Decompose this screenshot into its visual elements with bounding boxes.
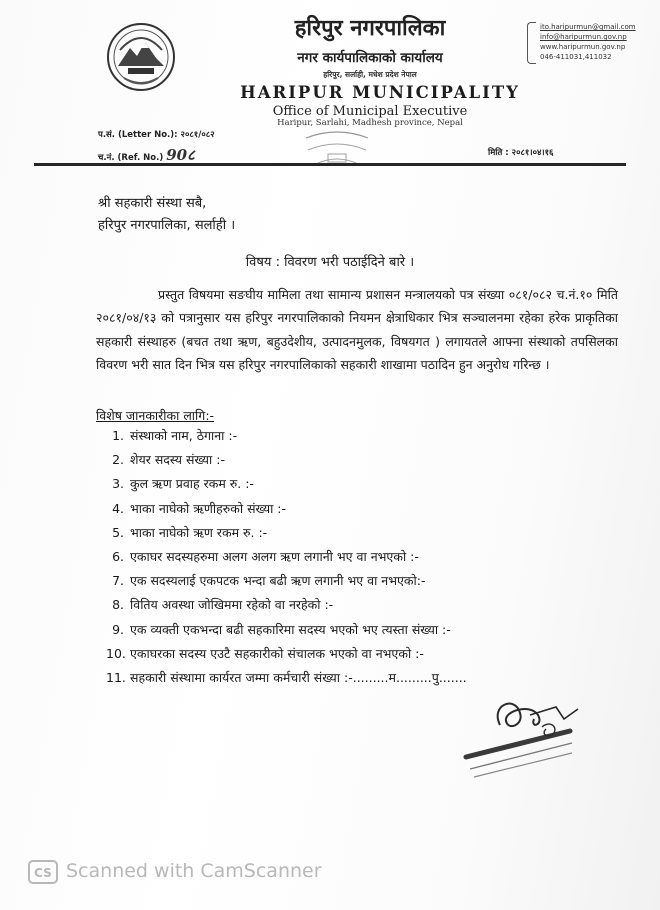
contact-phone: 046-411031,411032 <box>540 53 612 61</box>
letter-number: प.सं. (Letter No.): २०८१/०८२ <box>98 130 215 140</box>
list-item: 7. एक सदस्यलाई एकपटक भन्दा बढी ऋण लगानी भए वा नभएको:- <box>112 573 426 589</box>
list-item: 1. संस्थाको नाम, ठेगाना :- <box>112 428 238 443</box>
municipality-title-np: हरिपुर नगरपालिका <box>294 16 446 41</box>
list-item: 4. भाका नाघेको ऋणीहरुको संख्या :- <box>112 500 287 516</box>
camscanner-watermark: Scanned with CamScanner <box>66 860 322 882</box>
list-item: 3. कुल ऋण प्रवाह रकम रु. :- <box>112 476 254 492</box>
list-item: 11. सहकारी संस्थामा कार्यरत जम्मा कर्मचारी संख्या :-.........म.........पु....... <box>106 669 467 685</box>
contact-info <box>540 22 658 62</box>
recipient-line-2: हरिपुर नगरपालिका, सर्लाही । <box>98 218 236 233</box>
camscanner-logo-text: CS <box>34 866 52 880</box>
contact-email-ito[interactable]: ito.haripurmun@gmail.com <box>540 23 636 31</box>
nepal-emblem-icon <box>104 20 178 94</box>
office-title-en: Office of Municipal Executive <box>272 104 468 119</box>
list-item: 5. भाका नाघेको ऋण रकम रु. :- <box>112 524 268 540</box>
contact-website: www.haripurmun.gov.np <box>540 43 626 51</box>
municipality-title-en: HARIPUR MUNICIPALITY <box>240 83 520 102</box>
contact-email-info[interactable]: info@haripurmun.gov.np <box>540 33 627 41</box>
body-paragraph: प्रस्तुत विषयमा सङघीय मामिला तथा सामान्य प्रशासन मन्त्रालयको पत्र संख्या ०८१/०८२ च.नं.१० मिति २०८१/०४/१३ को पत्रानुसार यस हरिपुर नगरपालिकाको नियमन क्षेत्राधिकार भित्र सञ्चालनमा रहेका हरेक प्राकृतिका सहकारी संस्थाहरु (बचत तथा ऋण, बहुउदेशीय, उत्पादनमुलक, विषयगत ) लगायतले आफ्ना संस्थाको तपसिलका विवरण भरी सात दिन भित्र यस हरिपुर नगरपालिकाको सहकारी शाखामा पठादिन हुन अनुरोध गरिन्छ । <box>96 287 618 373</box>
list-item: 10. एकाघरका सदस्य एउटै सहकारीको संचालक भएको वा नभएको :- <box>106 645 424 661</box>
list-item: 2. शेयर सदस्य संख्या :- <box>112 452 225 468</box>
list-item: 9. एक व्यक्ती एकभन्दा बढी सहकारिमा सदस्य भएको भए त्यस्ता संख्या :- <box>112 621 451 637</box>
signature-stamp-icon <box>460 685 610 785</box>
list-item: 8. वितिय अवस्था जोखिममा रहेको वा नरहेको :- <box>112 597 334 613</box>
office-title-np: नगर कार्यपालिकाको कार्यालय <box>297 50 443 66</box>
reference-number: च.नं. (Ref. No.) 90८ <box>98 146 195 164</box>
subject-line: विषय : विवरण भरी पठाईदिने बारे । <box>245 255 415 270</box>
camscanner-logo-icon <box>28 860 58 884</box>
letter-date: मिति : २०८१।०४।१६ <box>488 148 554 158</box>
header-divider <box>34 163 626 166</box>
contact-bracket <box>527 22 536 64</box>
info-list <box>106 427 626 693</box>
address-np: हरिपुर, सर्लाही, मधेश प्रदेश नेपाल <box>323 70 417 79</box>
address-en: Haripur, Sarlahi, Madhesh province, Nepal <box>277 118 463 128</box>
list-item: 6. एकाघर सदस्यहरुमा अलग अलग ऋण लगानी भए वा नभएको :- <box>112 548 419 564</box>
recipient-line-1: श्री सहकारी संस्था सबै, <box>98 196 207 211</box>
special-info-heading: विशेष जानकारीका लागि:- <box>96 408 215 423</box>
